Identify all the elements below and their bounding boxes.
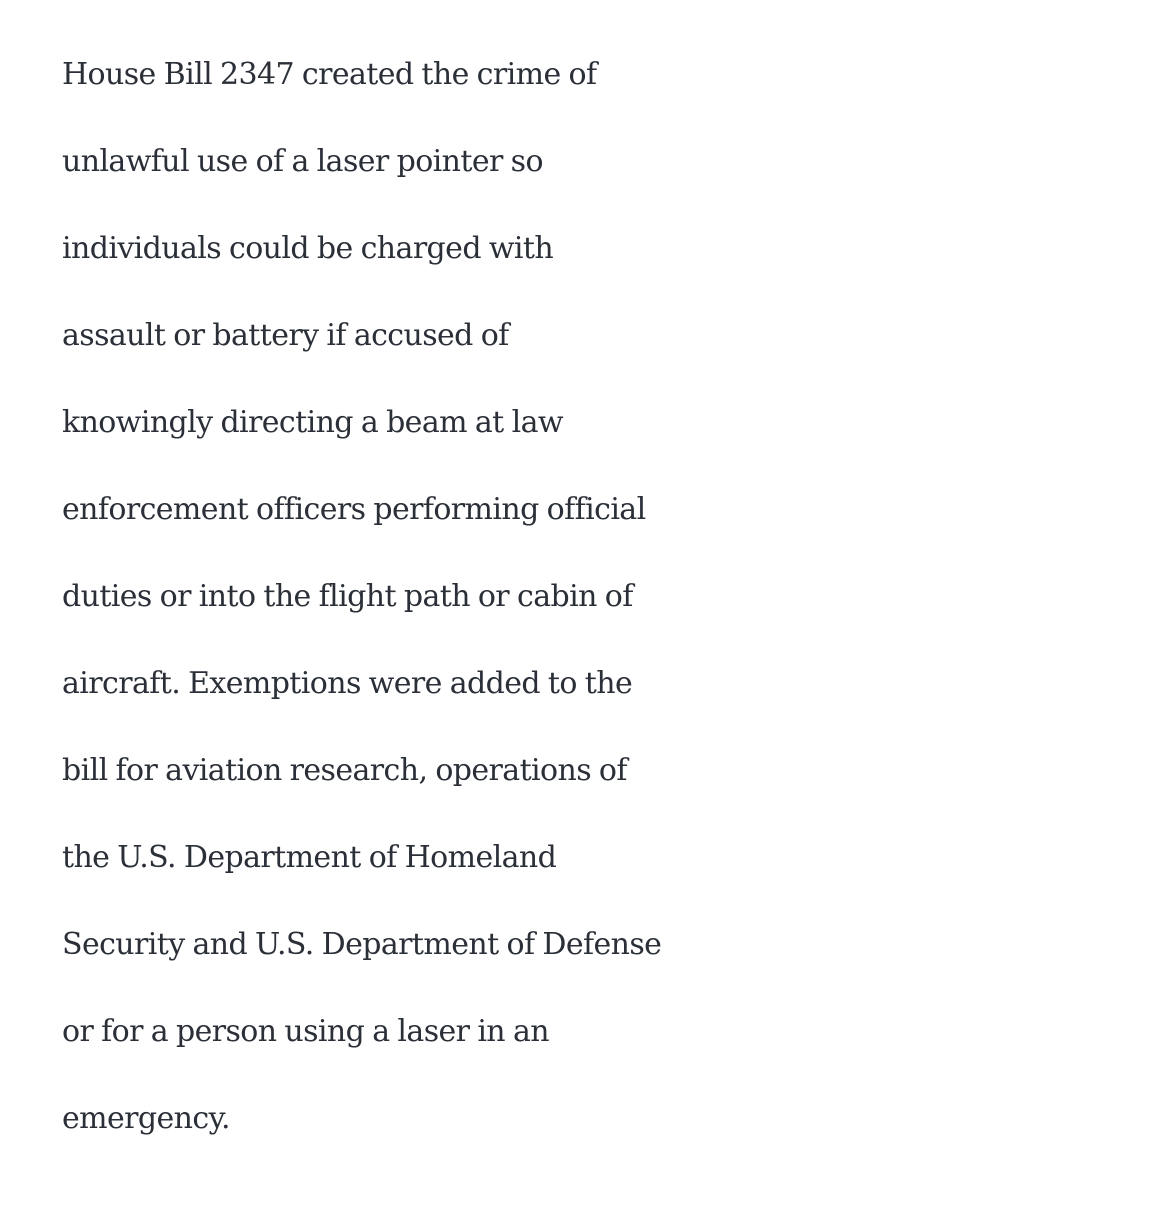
- paragraph-line: knowingly directing a beam at law: [62, 405, 563, 440]
- paragraph-line: duties or into the flight path or cabin of: [62, 579, 633, 614]
- paragraph-line: individuals could be charged with: [62, 231, 554, 266]
- article-paragraph: [62, 31, 1170, 1162]
- paragraph-line: enforcement officers performing official: [62, 492, 646, 527]
- paragraph-line: assault or battery if accused of: [62, 318, 509, 353]
- paragraph-line: bill for aviation research, operations of: [62, 753, 627, 788]
- paragraph-line: or for a person using a laser in an: [62, 1014, 549, 1049]
- paragraph-line: unlawful use of a laser pointer so: [62, 144, 543, 179]
- paragraph-line: aircraft. Exemptions were added to the: [62, 666, 633, 701]
- paragraph-line: Security and U.S. Department of Defense: [62, 927, 662, 962]
- paragraph-line: the U.S. Department of Homeland: [62, 840, 557, 875]
- paragraph-line: emergency.: [62, 1101, 230, 1136]
- paragraph-line: House Bill 2347 created the crime of: [62, 57, 597, 92]
